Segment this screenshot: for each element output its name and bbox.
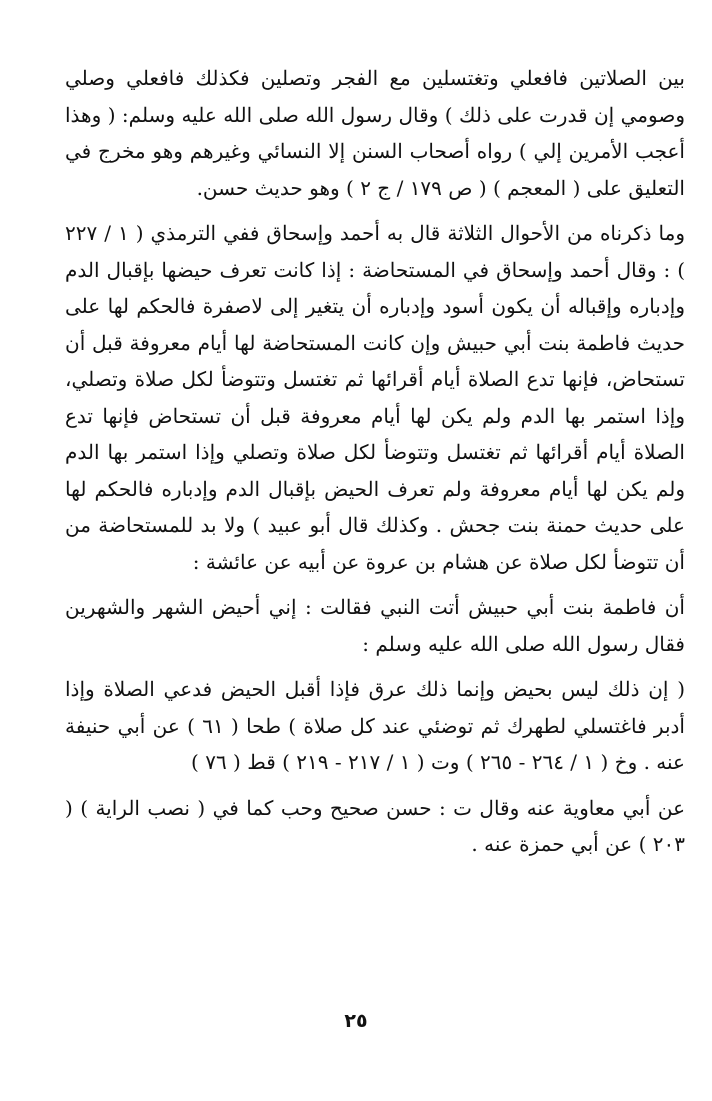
page-body: [65, 60, 685, 863]
page-number: ٢٥: [344, 1010, 368, 1032]
paragraph-2: وما ذكرناه من الأحوال الثلاثة قال به أحمد وإسحاق ففي الترمذي ( ١ / ٢٢٧ ) : وقال أحمد وإسحاق في المستحاضة : إذا كانت تعرف حيضها بإقبال الدم وإدباره وإقباله أن يكون أسود وإدباره أن يتغير إلى لاصفرة فالحكم لها على حديث فاطمة بنت أبي حبيش وإن كانت المستحاضة لها أيام معروفة قبل أن تستحاض، فإنها تدع الصلاة أيام أقرائها ثم تغتسل وتتوضأ لكل صلاة وتصلي، وإذا استمر بها الدم ولم يكن لها أيام معروفة قبل أن تستحاض فإنها تدع الصلاة أيام أقرائها ثم تغتسل وتتوضأ لكل صلاة وتصلي وإذا استمر بها الدم ولم يكن لها أيام معروفة ولم تعرف الحيض بإقبال الدم وإدباره فالحكم لها على حديث حمنة بنت جحش . وكذلك قال أبو عبيد ) ولا بد للمستحاضة من أن تتوضأ لكل صلاة عن هشام بن عروة عن أبيه عن عائشة :: [65, 221, 686, 574]
paragraph-1: بين الصلاتين فافعلي وتغتسلين مع الفجر وتصلين فكذلك فافعلي وصلي وصومي إن قدرت على ذلك ) وقال رسول الله صلى الله عليه وسلم: ( وهذا أعجب الأمرين إلي ) رواه أصحاب السنن إلا النسائي وغيرهم وهو مخرج في التعليق على ( المعجم ) ( ص ١٧٩ / ج ٢ ) وهو حديث حسن.: [65, 66, 685, 200]
paragraph-3: أن فاطمة بنت أبي حبيش أتت النبي فقالت : إني أحيض الشهر والشهرين فقال رسول الله صلى الله عليه وسلم :: [65, 595, 685, 656]
paragraph-5: عن أبي معاوية عنه وقال ت : حسن صحيح وحب كما في ( نصب الراية ) ( ٢٠٣ ) عن أبي حمزة عنه .: [65, 795, 685, 856]
paragraph-4: ( إن ذلك ليس بحيض وإنما ذلك عرق فإذا أقبل الحيض فدعي الصلاة وإذا أدبر فاغتسلي لطهرك ثم توضئي عند كل صلاة ) طحا ( ٦١ ) عن أبي حنيفة عنه . وخ ( ١ / ٢٦٤ - ٢٦٥ ) وت ( ١ / ٢١٧ - ٢١٩ ) قط ( ٧٦ ): [65, 677, 685, 774]
